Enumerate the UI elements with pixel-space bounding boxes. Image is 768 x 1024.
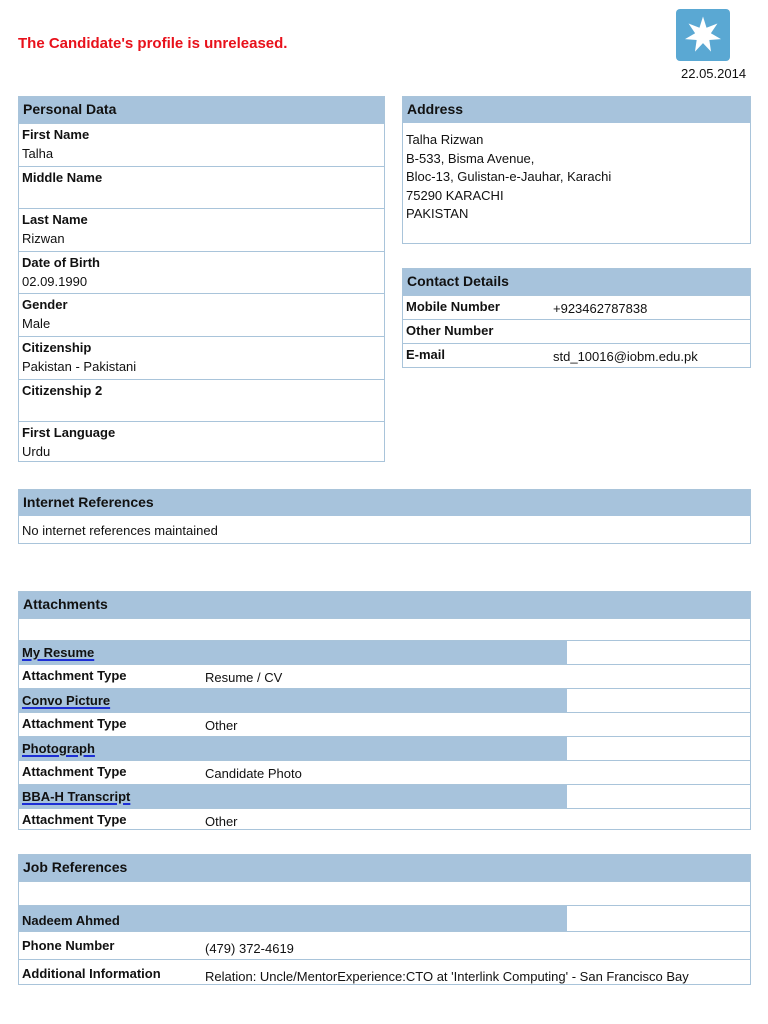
personal-data-panel — [18, 96, 385, 462]
field-first-language — [19, 421, 384, 464]
field-label: First Name — [22, 127, 90, 142]
internet-references-panel — [18, 489, 751, 544]
attachment-type-label: Attachment Type — [22, 764, 127, 779]
company-logo — [676, 9, 730, 61]
contact-label: E-mail — [406, 347, 446, 362]
attachment-item — [19, 688, 750, 712]
field-date-of-birth — [19, 251, 384, 294]
attachment-type-row — [19, 664, 750, 688]
field-citizenship — [19, 336, 384, 379]
field-gender — [19, 293, 384, 336]
report-date: 22.05.2014 — [681, 66, 747, 81]
job-references-panel — [18, 854, 751, 985]
job-reference-label: Phone Number — [22, 938, 115, 953]
contact-details-panel — [402, 268, 751, 368]
attachment-link-photograph[interactable]: Photograph — [22, 741, 95, 756]
field-label: Last Name — [22, 212, 88, 228]
seven-point-star-icon — [682, 14, 724, 56]
attachments-spacer — [19, 618, 750, 640]
contact-row-other-number — [403, 319, 750, 343]
attachment-title-bar — [19, 641, 567, 664]
contact-details-header: Contact Details — [403, 269, 750, 295]
attachment-item — [19, 736, 750, 760]
attachment-type-value: Candidate Photo — [205, 766, 302, 781]
address-line: 75290 KARACHI — [406, 187, 504, 203]
contact-row-mobile — [403, 295, 750, 319]
field-value: Talha — [22, 146, 54, 161]
field-middle-name — [19, 166, 384, 209]
profile-status-message: The Candidate's profile is unreleased. — [18, 35, 288, 52]
attachment-type-value: Other — [205, 718, 238, 733]
personal-data-header: Personal Data — [19, 97, 384, 123]
address-line: Talha Rizwan — [406, 132, 484, 147]
field-value: Male — [22, 316, 51, 332]
attachment-type-label: Attachment Type — [22, 812, 127, 827]
field-value: 02.09.1990 — [22, 273, 88, 289]
field-label: Citizenship — [22, 339, 92, 355]
address-line: Bloc-13, Gulistan-e-Jauhar, Karachi — [406, 169, 612, 184]
job-reference-name: Nadeem Ahmed — [22, 913, 120, 928]
job-reference-value: Relation: Uncle/MentorExperience:CTO at 'Interlink Computing' - San Francisco Bay — [205, 969, 689, 984]
address-block — [403, 123, 750, 224]
address-header: Address — [403, 97, 750, 123]
attachment-link-my-resume[interactable]: My Resume — [22, 645, 95, 660]
job-reference-additional-info-row — [19, 959, 750, 987]
attachment-link-convo-picture[interactable]: Convo Picture — [22, 693, 111, 708]
field-citizenship-2 — [19, 379, 384, 422]
attachment-type-label: Attachment Type — [22, 716, 127, 731]
attachment-item — [19, 784, 750, 808]
field-label: Middle Name — [22, 169, 103, 185]
attachment-title-bar — [19, 737, 567, 760]
attachment-type-label: Attachment Type — [22, 668, 127, 683]
contact-row-email — [403, 343, 750, 367]
attachment-link-bba-h-transcript[interactable]: BBA-H Transcript — [22, 789, 131, 804]
job-reference-name-row — [19, 905, 750, 931]
attachment-type-value: Other — [205, 814, 238, 829]
attachments-panel — [18, 591, 751, 830]
job-reference-phone-row — [19, 931, 750, 959]
attachment-type-row — [19, 808, 750, 832]
job-references-spacer — [19, 881, 750, 905]
address-line: B-533, Bisma Avenue, — [406, 150, 535, 166]
attachment-item — [19, 640, 750, 664]
attachments-header: Attachments — [19, 592, 750, 618]
address-line: PAKISTAN — [406, 206, 469, 221]
contact-label: Other Number — [406, 323, 494, 338]
internet-references-header: Internet References — [19, 490, 750, 516]
field-first-name — [19, 123, 384, 166]
attachment-type-row — [19, 760, 750, 784]
attachment-type-row — [19, 712, 750, 736]
field-value: Rizwan — [22, 231, 65, 247]
field-label: First Language — [22, 425, 116, 441]
field-last-name — [19, 208, 384, 251]
job-references-header: Job References — [19, 855, 750, 881]
field-label: Citizenship 2 — [22, 382, 103, 398]
contact-value: +923462787838 — [553, 301, 648, 316]
field-value: Urdu — [22, 444, 51, 460]
attachment-type-value: Resume / CV — [205, 670, 283, 685]
contact-label: Mobile Number — [406, 299, 500, 314]
address-panel — [402, 96, 751, 244]
job-reference-label: Additional Information — [22, 966, 161, 981]
field-label: Gender — [22, 297, 68, 313]
contact-value: std_10016@iobm.edu.pk — [553, 349, 698, 364]
field-value: Pakistan - Pakistani — [22, 358, 137, 374]
field-label: Date of Birth — [22, 254, 100, 270]
internet-references-text: No internet references maintained — [22, 523, 218, 538]
job-reference-value: (479) 372-4619 — [205, 941, 294, 956]
